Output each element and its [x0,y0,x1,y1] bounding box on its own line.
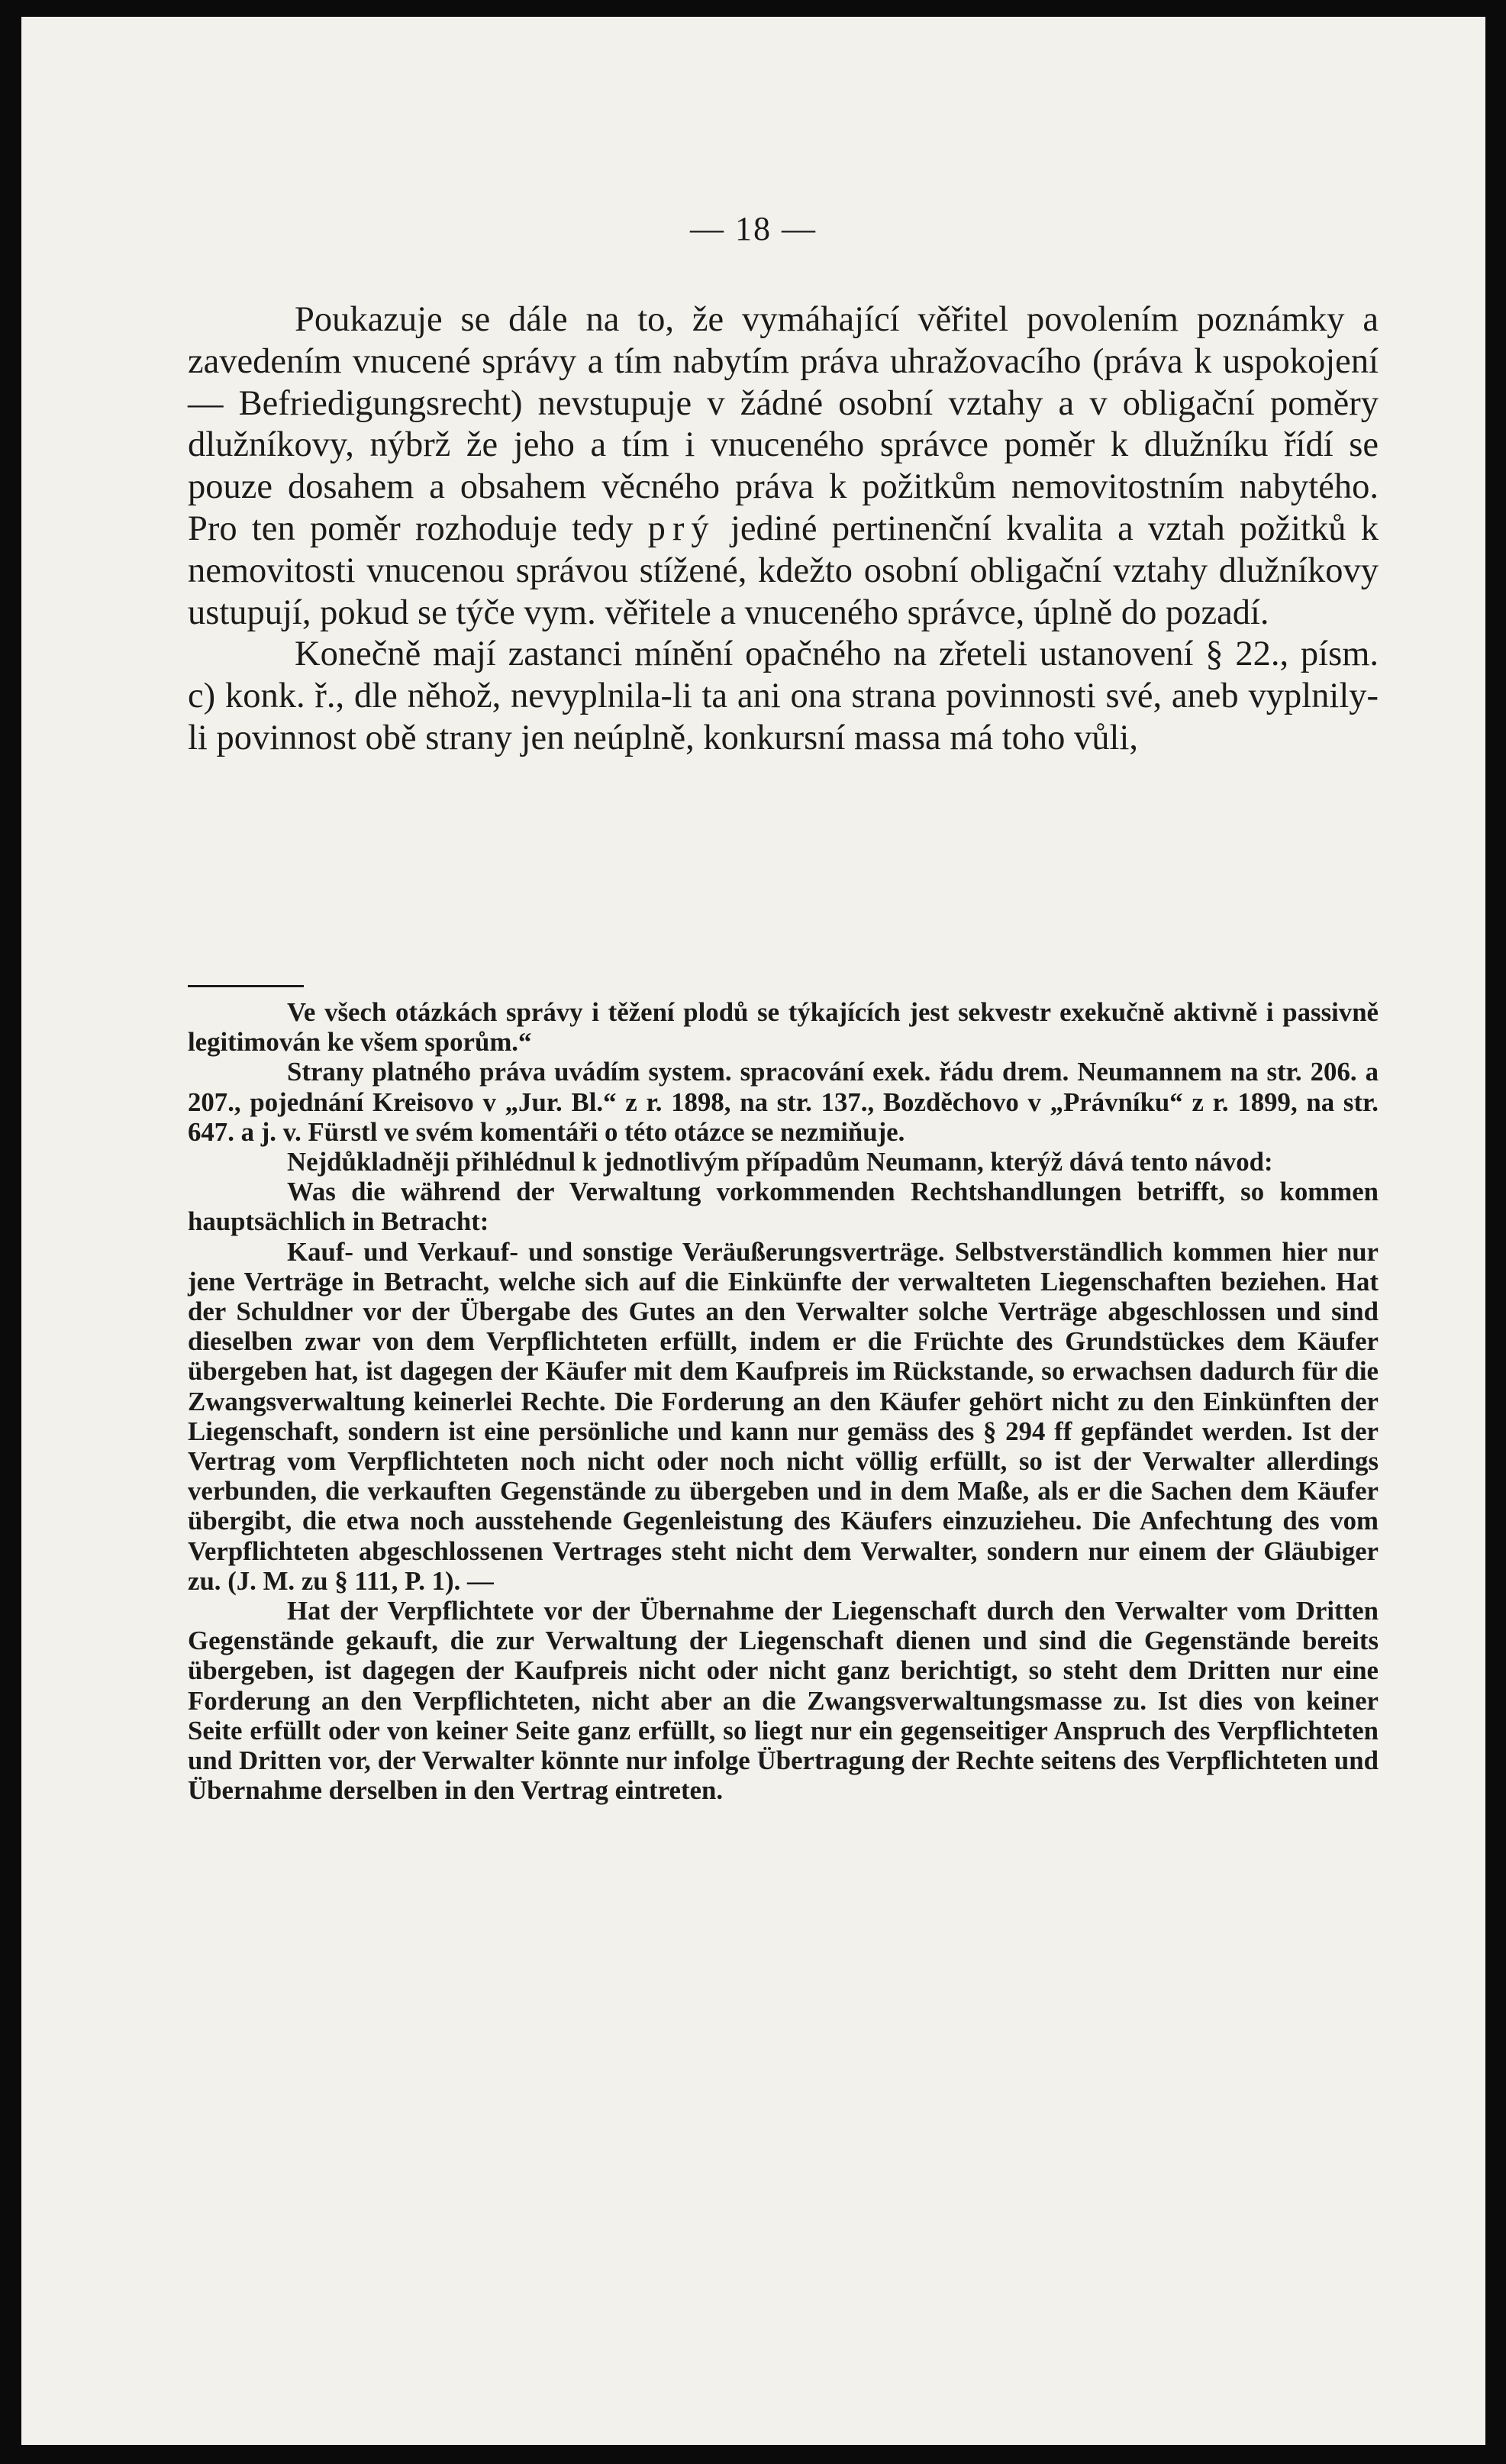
paragraph-1 [188,299,1379,634]
paragraph-2: Konečně mají zastanci mínění opačného na zřeteli ustanovení § 22., písm. c) konk. ř., dle něhož, nevyplnila-li ta ani ona strana povinnosti své, aneb vyplnily-li povinnost obě strany jen neúplně, konkursní massa má toho vůli, [188,635,1379,757]
paragraph-1-continued: jediné pertinenční kvalita a vztah požitků k nemovitosti vnucenou správou stížené, kdežto osobní obligační vztahy dlužníkovy ustupují, pokud se týče vym. věřitele a vnuceného správce, úplně do pozadí. [188,509,1379,632]
footnote-5: Kauf- und Verkauf- und sonstige Veräußerungsverträge. Selbstverständlich kommen hier nur jene Verträge in Betracht, welche sich auf die Einkünfte der verwalteten Liegenschaften beziehen. Hat der Schuldner vor der Übergabe des Gutes an den Verwalter solche Verträge abgeschlossen und sind dieselben zwar von dem Verpflichteten erfüllt, indem er die Früchte des Grundstückes dem Käufer übergeben hat, ist dagegen der Käufer mit dem Kaufpreis im Rückstande, so erwachsen dadurch für die Zwangsverwaltung keinerlei Rechte. Die Forderung an den Käufer gehört nicht zu den Einkünften der Liegenschaft, sondern ist eine persönliche und kann nur gemäss des § 294 ff gepfändet werden. Ist der Vertrag vom Verpflichteten noch nicht oder noch nicht völlig erfüllt, so ist der Verwalter allerdings verbunden, die verkauften Gegenstände zu übergeben und in dem Maße, als er die Sachen dem Käufer übergibt, die etwa noch ausstehende Gegenleistung des Käufers einzuzieheu. Die Anfechtung des vom Verpflichteten abgeschlossenen Vertrages steht nicht dem Verwalter, sondern nur einem der Gläubiger zu. (J. M. zu § 111, P. 1). — [188,1236,1379,1596]
footnote-6: Hat der Verpflichtete vor der Übernahme der Liegenschaft durch den Verwalter vom Dritten Gegenstände gekauft, die zur Verwaltung der Liegenschaft dienen und sind die Gegenstände bereits übergeben, ist dagegen der Kaufpreis nicht oder nicht ganz berichtigt, so steht dem Dritten nur eine Forderung an den Verpflichteten, nicht aber an die Zwangsverwaltungsmasse zu. Ist dies von keiner Seite erfüllt oder von keiner Seite ganz erfüllt, so liegt nur ein gegenseitiger Anspruch des Verpflichteten und Dritten vor, der Verwalter könnte nur infolge Übertragung der Rechte seitens des Verpflichteten und Übernahme derselben in den Vertrag eintreten. [188,1596,1379,1806]
footnote-divider [188,985,304,987]
page-number: — 18 — [690,210,817,247]
emphasis-pry: prý [647,509,716,548]
main-text [188,299,1379,760]
page [21,17,1485,2445]
footnotes [188,997,1379,1805]
paragraph-1-text: Poukazuje se dále na to, že vymáhající věřitel povolením poznámky a zavedením vnucené správy a tím nabytím práva uhražovacího (práva k uspokojení — Befriedigungsrecht) nevstupuje v žádné osobní vztahy a v obligační poměry dlužníkovy, nýbrž že jeho a tím i vnuceného správce poměr k dlužníku řídí se pouze dosahem a obsahem věcného práva k požitkům nemovitostním nabytého. Pro ten poměr rozhoduje tedy [188,300,1379,548]
footnote-3: Nejdůkladněji přihlédnul k jednotlivým případům Neumann, kterýž dává tento návod: [287,1147,1273,1177]
footnote-2: Strany platného práva uvádím system. spracování exek. řádu drem. Neumannem na str. 206. a 207., pojednání Kreisovo v „Jur. Bl.“ z r. 1898, na str. 137., Bozděchovo v „Právníku“ z r. 1899, na str. 647. a j. v. Fürstl ve svém komentáři o této otázce se nezmiňuje. [188,1057,1379,1147]
footnote-1: Ve všech otázkách správy i těžení plodů se týkajících jest sekvestr exekučně aktivně i passivně legitimován ke všem sporům.“ [188,997,1379,1058]
footnote-4: Was die während der Verwaltung vorkommenden Rechtshandlungen betrifft, so kommen hauptsächlich in Betracht: [188,1177,1379,1237]
